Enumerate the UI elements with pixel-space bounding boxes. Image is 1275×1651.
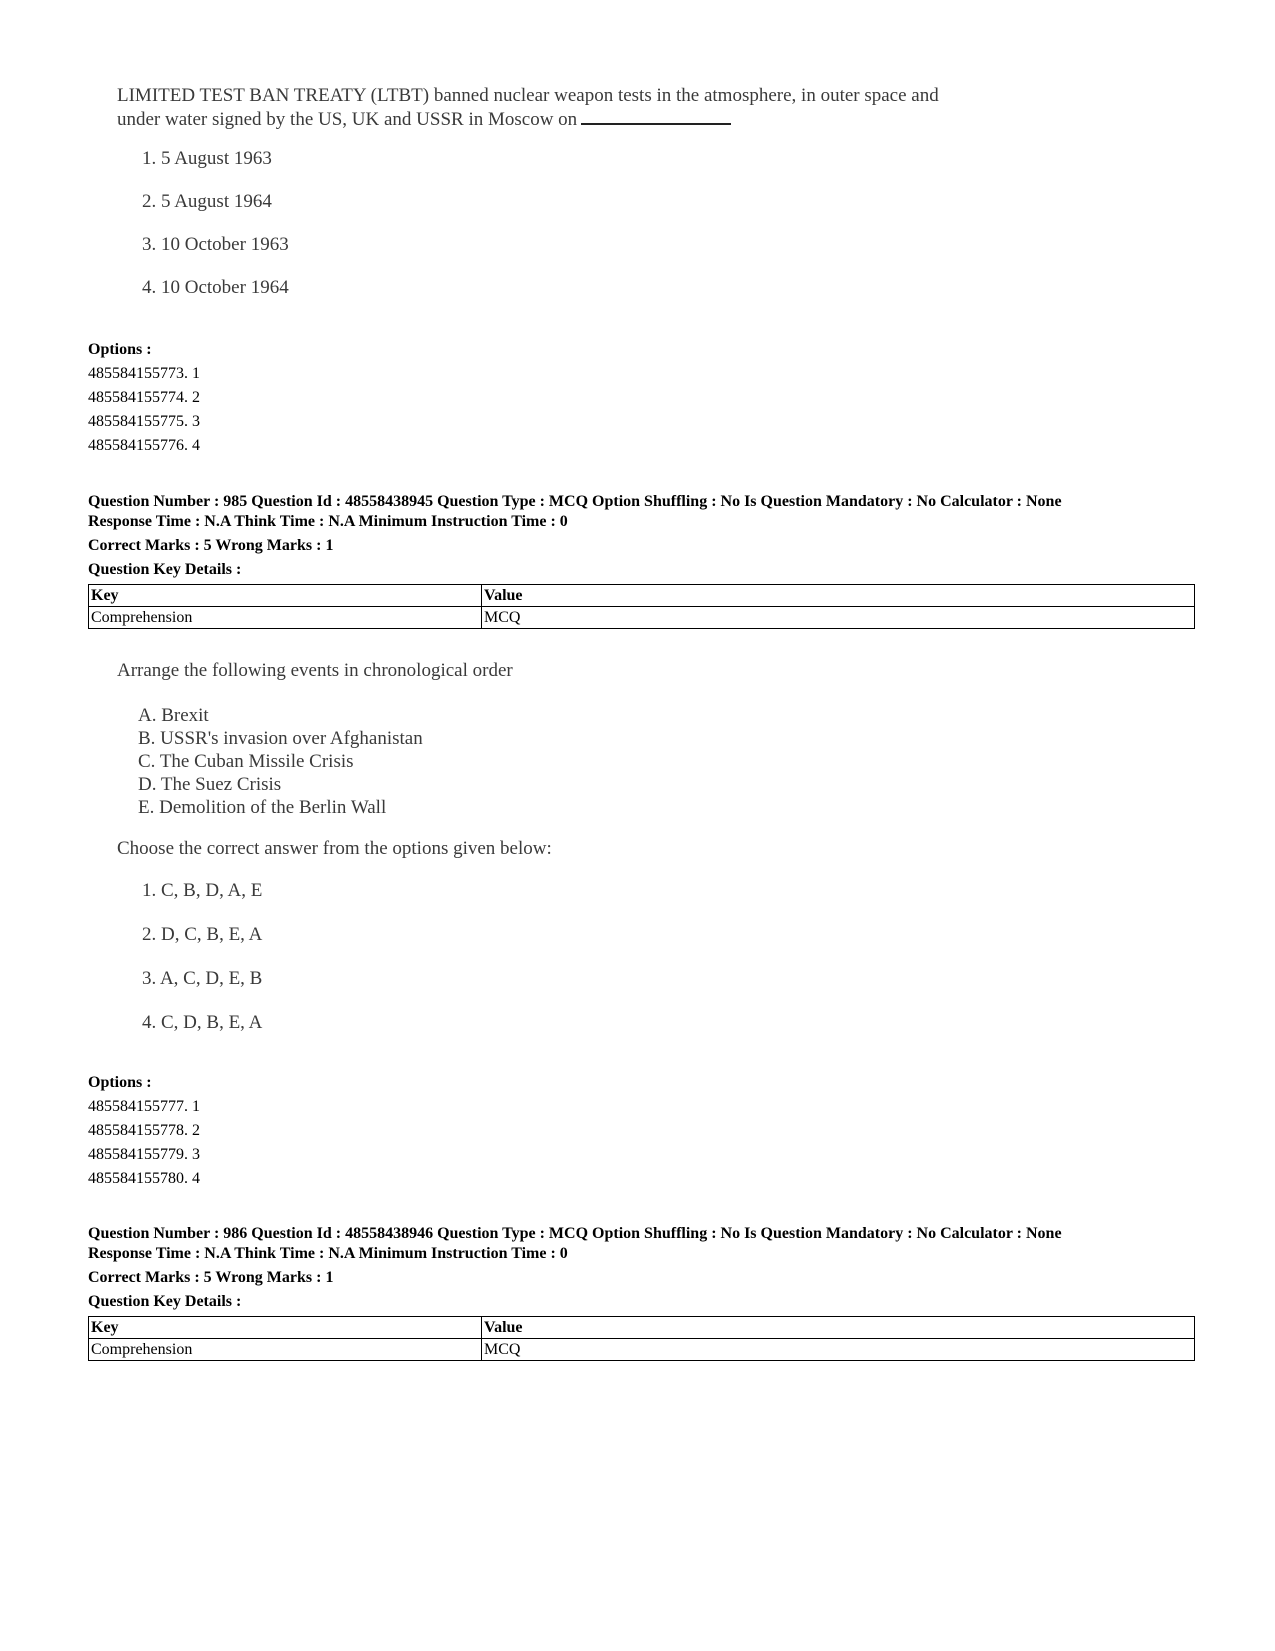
q985-choice-2: 2. D, C, B, E, A xyxy=(142,924,263,945)
q985-options-label: Options : xyxy=(88,1074,152,1091)
q985-choice-4: 4. C, D, B, E, A xyxy=(142,1012,263,1033)
table-cell-key: Comprehension xyxy=(89,1339,482,1361)
table-cell-value: MCQ xyxy=(482,607,1195,629)
q986-meta-line-1: Question Number : 986 Question Id : 48558438946 Question Type : MCQ Option Shuffling : No Is Question Mandatory : No Calculator : None xyxy=(88,1225,1062,1242)
q985-meta-line-1: Question Number : 985 Question Id : 48558438945 Question Type : MCQ Option Shuffling : No Is Question Mandatory : No Calculator : None xyxy=(88,493,1062,510)
q985-intro: Arrange the following events in chronological order xyxy=(117,660,513,681)
q985-events-list xyxy=(138,704,423,819)
answer-blank xyxy=(581,122,731,125)
q985-meta-line-2: Response Time : N.A Think Time : N.A Minimum Instruction Time : 0 xyxy=(88,513,568,530)
q985-event-a: A. Brexit xyxy=(138,705,209,726)
q1-option-4: 485584155776. 4 xyxy=(88,437,200,454)
q1-choice-4: 4. 10 October 1964 xyxy=(142,277,289,298)
q1-choice-1: 1. 5 August 1963 xyxy=(142,148,272,169)
q1-choice-2: 2. 5 August 1964 xyxy=(142,191,272,212)
q985-key-table xyxy=(88,584,1195,629)
table-row xyxy=(89,1339,1195,1361)
q985-option-1: 485584155777. 1 xyxy=(88,1098,200,1115)
table-header-row xyxy=(89,585,1195,607)
table-header-value: Value xyxy=(482,585,1195,607)
q985-option-2: 485584155778. 2 xyxy=(88,1122,200,1139)
q985-choice-3: 3. A, C, D, E, B xyxy=(142,968,263,989)
q986-marks: Correct Marks : 5 Wrong Marks : 1 xyxy=(88,1269,334,1286)
q985-event-e: E. Demolition of the Berlin Wall xyxy=(138,797,387,818)
q985-event-d: D. The Suez Crisis xyxy=(138,774,282,795)
q1-option-2: 485584155774. 2 xyxy=(88,389,200,406)
q986-key-table xyxy=(88,1316,1195,1361)
q985-event-c: C. The Cuban Missile Crisis xyxy=(138,751,354,772)
table-header-value: Value xyxy=(482,1317,1195,1339)
q985-key-details-label: Question Key Details : xyxy=(88,561,242,578)
q1-stem-line-2-text: under water signed by the US, UK and USSR in Moscow on xyxy=(117,109,578,130)
table-header-key: Key xyxy=(89,585,482,607)
table-row xyxy=(89,607,1195,629)
q985-marks: Correct Marks : 5 Wrong Marks : 1 xyxy=(88,537,334,554)
table-header-key: Key xyxy=(89,1317,482,1339)
q985-option-4: 485584155780. 4 xyxy=(88,1170,200,1187)
q986-key-details-label: Question Key Details : xyxy=(88,1293,242,1310)
table-cell-key: Comprehension xyxy=(89,607,482,629)
q1-stem-line-2 xyxy=(117,108,939,132)
q1-option-1: 485584155773. 1 xyxy=(88,365,200,382)
q1-choice-3: 3. 10 October 1963 xyxy=(142,234,289,255)
q985-choice-1: 1. C, B, D, A, E xyxy=(142,880,263,901)
q1-option-3: 485584155775. 3 xyxy=(88,413,200,430)
q986-meta-line-2: Response Time : N.A Think Time : N.A Minimum Instruction Time : 0 xyxy=(88,1245,568,1262)
q985-option-3: 485584155779. 3 xyxy=(88,1146,200,1163)
table-header-row xyxy=(89,1317,1195,1339)
q1-question-image xyxy=(117,84,939,132)
q985-choose-instruction: Choose the correct answer from the options given below: xyxy=(117,838,552,859)
q1-stem-line-1: LIMITED TEST BAN TREATY (LTBT) banned nuclear weapon tests in the atmosphere, in outer space and xyxy=(117,85,939,106)
q1-options-label: Options : xyxy=(88,341,152,358)
table-cell-value: MCQ xyxy=(482,1339,1195,1361)
q985-event-b: B. USSR's invasion over Afghanistan xyxy=(138,728,423,749)
